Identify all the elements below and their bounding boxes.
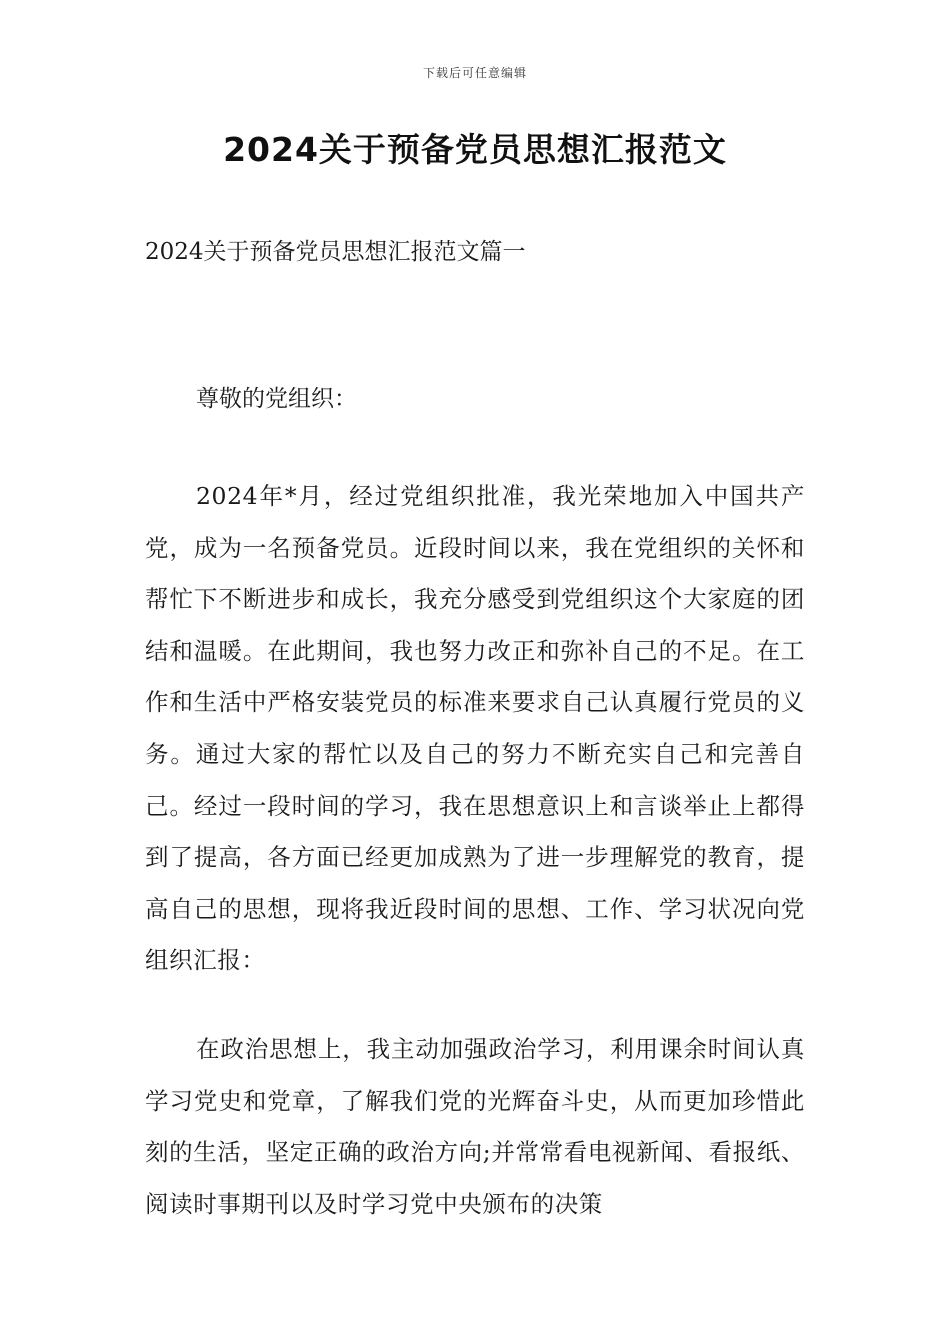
header-note: 下载后可任意编辑 bbox=[422, 66, 527, 80]
document-title: 2024关于预备党员思想汇报范文 bbox=[223, 130, 727, 169]
section-subtitle: 2024关于预备党员思想汇报范文篇一 bbox=[145, 239, 526, 265]
paragraph-1: 2024年*月，经过党组织批准，我光荣地加入中国共产党，成为一名预备党员。近段时间以来，我在党组织的关怀和帮忙下不断进步和成长，我充分感受到党组织这个大家庭的团结和温暖。在此期间，我也努力改正和弥补自己的不足。在工作和生活中严格安装党员的标准来要求自己认真履行党员的义务。通过大家的帮忙以及自己的努力不断充实自己和完善自己。经过一段时间的学习，我在思想意识上和言谈举止上都得到了提高，各方面已经更加成熟为了进一步理解党的教育，提高自己的思想，现将我近段时间的思想、工作、学习状况向党组织汇报： bbox=[145, 482, 805, 975]
salutation: 尊敬的党组织： bbox=[196, 386, 357, 412]
paragraph-2: 在政治思想上，我主动加强政治学习，利用课余时间认真学习党史和党章，了解我们党的光辉奋斗史，从而更加珍惜此刻的生活，坚定正确的政治方向;并常常看电视新闻、看报纸、阅读时事期刊以及时学习党中央颁布的决策 bbox=[145, 1035, 805, 1218]
